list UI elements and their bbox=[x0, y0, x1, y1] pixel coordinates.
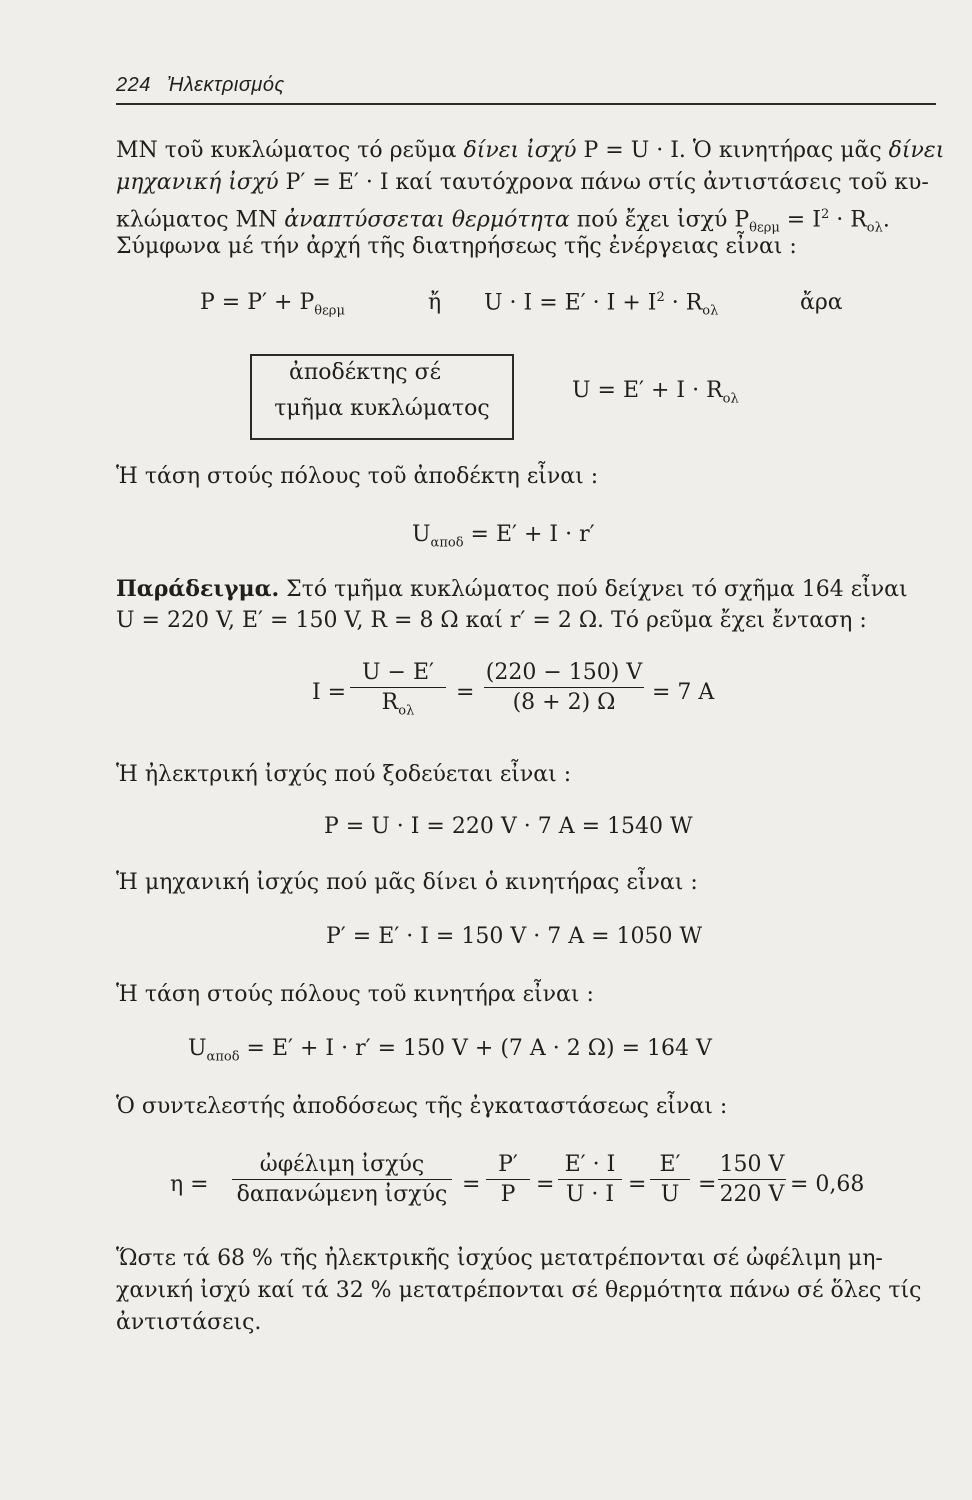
denominator: δαπανώμενη ἰσχύς bbox=[236, 1182, 448, 1207]
text: P = U · I. Ὁ κινητήρας μᾶς bbox=[576, 138, 889, 163]
equation-motor-voltage bbox=[188, 1036, 712, 1064]
fraction-power bbox=[486, 1152, 530, 1207]
fraction-bar bbox=[650, 1179, 690, 1180]
header-rule bbox=[116, 103, 936, 105]
denominator: P bbox=[500, 1182, 516, 1207]
eq-equals: = bbox=[456, 680, 475, 705]
fraction-bar bbox=[232, 1179, 452, 1180]
chapter-title: Ἠλεκτρισμός bbox=[166, 74, 285, 96]
paragraph-line: Ἡ ἠλεκτρική ἰσχύς πού ξοδεύεται εἶναι : bbox=[116, 762, 572, 787]
superscript: 2 bbox=[656, 290, 665, 305]
subscript: ολ bbox=[702, 303, 719, 319]
box-formula bbox=[572, 378, 739, 406]
text: · R bbox=[664, 290, 703, 316]
eq-efficiency-result: = 0,68 bbox=[790, 1172, 865, 1197]
text: P = P′ + P bbox=[200, 290, 315, 315]
text: κλώματος ΜΝ bbox=[116, 207, 285, 233]
numerator: U − E′ bbox=[361, 660, 434, 685]
eq-eta: η = bbox=[170, 1172, 209, 1197]
fraction-ei-ui bbox=[558, 1152, 622, 1207]
numerator: E′ bbox=[659, 1152, 681, 1177]
equation-receiver-voltage bbox=[412, 522, 595, 550]
text: = I bbox=[779, 207, 821, 233]
fraction-bar bbox=[558, 1179, 622, 1180]
text: U bbox=[188, 1036, 207, 1061]
paragraph-line: Σύμφωνα μέ τήν ἀρχή τῆς διατηρήσεως τῆς ἐνέργειας εἶναι : bbox=[116, 234, 797, 259]
example-line: U = 220 V, E′ = 150 V, R = 8 Ω καί r′ = 2 Ω. Τό ρεῦμα ἔχει ἔνταση : bbox=[116, 608, 867, 633]
denominator: 220 V bbox=[719, 1182, 785, 1207]
subscript: ολ bbox=[722, 391, 739, 407]
eq-current-result: = 7 A bbox=[652, 680, 715, 705]
paragraph-line: Ἡ τάση στούς πόλους τοῦ ἀποδέκτη εἶναι : bbox=[116, 464, 599, 489]
fraction-bar bbox=[350, 687, 446, 688]
eq-equals: = bbox=[536, 1172, 555, 1197]
text: U = E′ + I · R bbox=[572, 378, 723, 403]
fraction-current-formula bbox=[350, 660, 446, 718]
text: · R bbox=[829, 207, 867, 233]
denominator bbox=[350, 690, 446, 718]
numerator: 150 V bbox=[719, 1152, 785, 1177]
fraction-e-u bbox=[650, 1152, 690, 1207]
text: U bbox=[412, 522, 431, 547]
paragraph-line: χανική ἰσχύ καί τά 32 % μετατρέπονται σέ θερμότητα πάνω σέ ὅλες τίς bbox=[116, 1278, 922, 1303]
paragraph-line: Ἡ τάση στούς πόλους τοῦ κινητήρα εἶναι : bbox=[116, 982, 594, 1007]
box-label-line2: τμῆμα κυκλώματος bbox=[274, 396, 490, 421]
fraction-efficiency-words bbox=[232, 1152, 452, 1207]
text: P′ = E′ · I καί ταυτόχρονα πάνω στίς ἀντιστάσεις τοῦ κυ- bbox=[278, 170, 929, 195]
page-number: 224 bbox=[116, 74, 151, 96]
fraction-bar bbox=[486, 1179, 530, 1180]
subscript: θερμ bbox=[314, 303, 345, 319]
text-italic: δίνει ἰσχύ bbox=[463, 138, 577, 163]
paragraph-line bbox=[116, 136, 944, 166]
denominator: U bbox=[660, 1182, 680, 1207]
subscript: θερμ bbox=[749, 220, 780, 236]
paragraph-line: Ὁ συντελεστής ἀποδόσεως τῆς ἐγκαταστάσεως εἶναι : bbox=[116, 1094, 728, 1119]
text: R bbox=[381, 690, 399, 715]
paragraph-line: Ἡ μηχανική ἰσχύς πού μᾶς δίνει ὁ κινητήρας εἶναι : bbox=[116, 870, 698, 895]
equation-or: ἤ bbox=[428, 290, 442, 315]
text: = E′ + I · r′ = 150 V + (7 A · 2 Ω) = 164 V bbox=[239, 1036, 712, 1061]
eq-current-lhs: I = bbox=[312, 680, 347, 705]
text: U · I = E′ · I + I bbox=[484, 290, 657, 316]
page-header bbox=[116, 74, 285, 97]
numerator: E′ · I bbox=[564, 1152, 616, 1177]
fraction-bar bbox=[718, 1179, 786, 1180]
eq-equals: = bbox=[462, 1172, 481, 1197]
paragraph-line bbox=[116, 168, 929, 198]
text-italic: ἀναπτύσσεται θερμότητα bbox=[284, 207, 570, 233]
eq-equals: = bbox=[698, 1172, 717, 1197]
eq-equals: = bbox=[628, 1172, 647, 1197]
numerator: ὠφέλιμη ἰσχύς bbox=[259, 1152, 425, 1177]
equation-mechanical-power: P′ = E′ · I = 150 V · 7 A = 1050 W bbox=[326, 924, 703, 949]
fraction-bar bbox=[484, 687, 644, 688]
text: πού ἔχει ἰσχύ P bbox=[569, 207, 750, 233]
superscript: 2 bbox=[820, 207, 830, 222]
paragraph-line: Ὥστε τά 68 % τῆς ἠλεκτρικῆς ἰσχύος μετατρέπονται σέ ὠφέλιμη μη- bbox=[116, 1246, 883, 1271]
box-label-line1: ἀποδέκτης σέ bbox=[288, 360, 442, 385]
subscript: ολ bbox=[398, 703, 415, 719]
text: ΜΝ τοῦ κυκλώματος τό ρεῦμα bbox=[116, 138, 464, 163]
subscript: αποδ bbox=[206, 1049, 240, 1065]
text: . bbox=[882, 207, 890, 233]
equation-power-balance bbox=[200, 290, 345, 318]
equation-power-expanded bbox=[484, 290, 718, 319]
text: Στό τμῆμα κυκλώματος πού δείχνει τό σχῆμα 164 εἶναι bbox=[279, 577, 908, 602]
example-line bbox=[116, 574, 908, 605]
text-italic: μηχανική ἰσχύ bbox=[116, 170, 279, 195]
denominator: (8 + 2) Ω bbox=[512, 690, 616, 715]
denominator: U · I bbox=[565, 1182, 615, 1207]
equation-electric-power: P = U · I = 220 V · 7 A = 1540 W bbox=[324, 814, 693, 839]
example-label: Παράδειγμα. bbox=[116, 576, 280, 602]
numerator: P′ bbox=[498, 1152, 518, 1177]
subscript: αποδ bbox=[430, 535, 464, 551]
fraction-values bbox=[718, 1152, 786, 1207]
numerator: (220 − 150) V bbox=[485, 660, 643, 685]
fraction-current-values bbox=[484, 660, 644, 715]
subscript: ολ bbox=[866, 220, 883, 236]
text: = E′ + I · r′ bbox=[463, 522, 595, 547]
equation-therefore: ἄρα bbox=[800, 290, 843, 315]
text-italic: δίνει bbox=[888, 138, 945, 163]
paragraph-line: ἀντιστάσεις. bbox=[116, 1310, 262, 1335]
